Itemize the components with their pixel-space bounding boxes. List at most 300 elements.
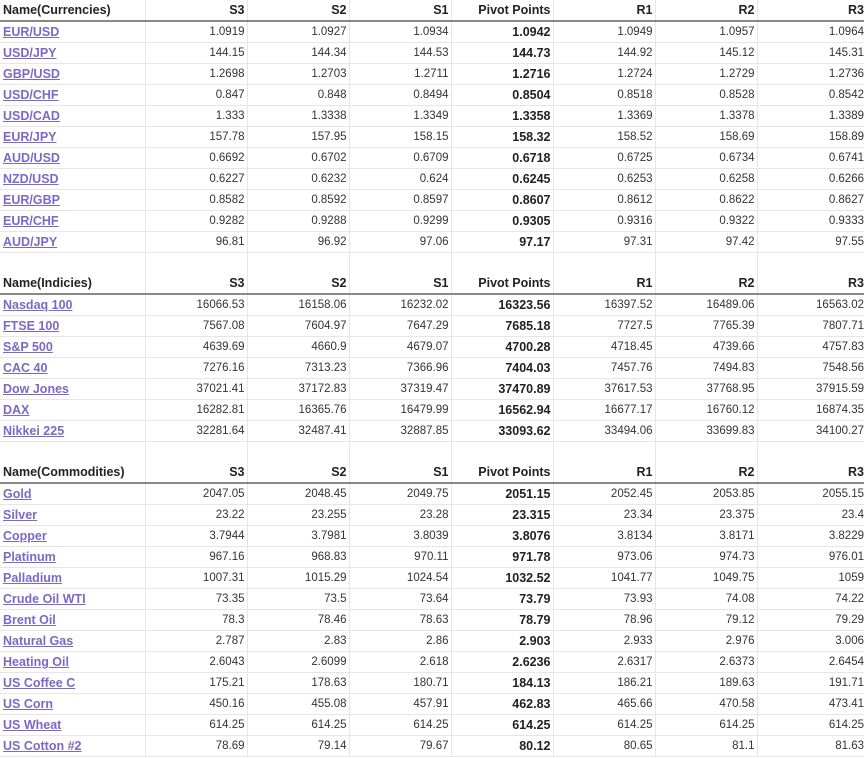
level-value: 1.3389: [757, 106, 864, 127]
level-value: 73.64: [349, 589, 451, 610]
level-value: 74.08: [655, 589, 757, 610]
level-value: 1.3378: [655, 106, 757, 127]
level-value: 78.69: [145, 736, 247, 757]
pivot-point-value: 1.2716: [451, 64, 553, 85]
level-value: 7727.5: [553, 316, 655, 337]
instrument-name-cell: [0, 21, 145, 43]
level-value: 78.63: [349, 610, 451, 631]
instrument-row: [0, 715, 864, 736]
level-value: 0.6232: [247, 169, 349, 190]
level-value: 32281.64: [145, 421, 247, 442]
level-value: 0.9282: [145, 211, 247, 232]
instrument-row: [0, 21, 864, 43]
level-value: 7604.97: [247, 316, 349, 337]
pivot-point-value: 614.25: [451, 715, 553, 736]
instrument-link[interactable]: US Corn: [3, 697, 53, 711]
instrument-name-cell: [0, 652, 145, 673]
pivot-point-value: 23.315: [451, 505, 553, 526]
level-value: 0.6266: [757, 169, 864, 190]
instrument-link[interactable]: FTSE 100: [3, 319, 60, 333]
instrument-name-cell: [0, 190, 145, 211]
level-value: 0.6227: [145, 169, 247, 190]
instrument-name-cell: [0, 85, 145, 106]
spacer-cell: [349, 253, 451, 274]
level-value: 1.0919: [145, 21, 247, 43]
level-value: 1.2736: [757, 64, 864, 85]
level-value: 158.52: [553, 127, 655, 148]
pivot-point-value: 7685.18: [451, 316, 553, 337]
level-value: 23.4: [757, 505, 864, 526]
pivot-point-value: 7404.03: [451, 358, 553, 379]
level-value: 0.8622: [655, 190, 757, 211]
pivot-point-value: 33093.62: [451, 421, 553, 442]
level-value: 16158.06: [247, 294, 349, 316]
instrument-name-cell: [0, 64, 145, 85]
level-value: 0.6253: [553, 169, 655, 190]
level-value: 37768.95: [655, 379, 757, 400]
instrument-name-cell: [0, 505, 145, 526]
level-value: 4739.66: [655, 337, 757, 358]
pivot-point-value: 73.79: [451, 589, 553, 610]
instrument-name-cell: [0, 232, 145, 253]
column-header: R1: [553, 462, 655, 483]
level-value: 73.5: [247, 589, 349, 610]
level-value: 96.81: [145, 232, 247, 253]
level-value: 81.1: [655, 736, 757, 757]
level-value: 96.92: [247, 232, 349, 253]
spacer-cell: [247, 442, 349, 463]
instrument-row: [0, 379, 864, 400]
instrument-link[interactable]: EUR/GBP: [3, 193, 60, 207]
level-value: 0.847: [145, 85, 247, 106]
level-value: 470.58: [655, 694, 757, 715]
instrument-link[interactable]: Nikkei 225: [3, 424, 65, 438]
level-value: 79.14: [247, 736, 349, 757]
level-value: 0.8592: [247, 190, 349, 211]
level-value: 0.6258: [655, 169, 757, 190]
instrument-link[interactable]: Palladium: [3, 571, 63, 585]
level-value: 614.25: [757, 715, 864, 736]
level-value: 23.375: [655, 505, 757, 526]
level-value: 1.2711: [349, 64, 451, 85]
instrument-row: [0, 64, 864, 85]
column-header: R2: [655, 462, 757, 483]
level-value: 0.9316: [553, 211, 655, 232]
level-value: 614.25: [349, 715, 451, 736]
instrument-link[interactable]: US Coffee C: [3, 676, 76, 690]
spacer-cell: [145, 253, 247, 274]
level-value: 33699.83: [655, 421, 757, 442]
level-value: 7567.08: [145, 316, 247, 337]
level-value: 450.16: [145, 694, 247, 715]
level-value: 4639.69: [145, 337, 247, 358]
instrument-name-cell: [0, 736, 145, 757]
level-value: 0.6709: [349, 148, 451, 169]
level-value: 2.6099: [247, 652, 349, 673]
level-value: 79.67: [349, 736, 451, 757]
column-header: S1: [349, 462, 451, 483]
level-value: 973.06: [553, 547, 655, 568]
level-value: 16066.53: [145, 294, 247, 316]
level-value: 144.34: [247, 43, 349, 64]
instrument-link[interactable]: Natural Gas: [3, 634, 74, 648]
pivot-point-value: 144.73: [451, 43, 553, 64]
instrument-link[interactable]: CAC 40: [3, 361, 48, 375]
instrument-name-cell: [0, 43, 145, 64]
level-value: 1041.77: [553, 568, 655, 589]
pivot-point-value: 1032.52: [451, 568, 553, 589]
instrument-row: [0, 106, 864, 127]
instrument-link[interactable]: AUD/USD: [3, 151, 60, 165]
level-value: 3.8229: [757, 526, 864, 547]
spacer-cell: [655, 253, 757, 274]
level-value: 16489.06: [655, 294, 757, 316]
level-value: 73.93: [553, 589, 655, 610]
level-value: 0.6692: [145, 148, 247, 169]
level-value: 1015.29: [247, 568, 349, 589]
column-header: R1: [553, 273, 655, 294]
instrument-name-cell: [0, 673, 145, 694]
level-value: 16232.02: [349, 294, 451, 316]
level-value: 614.25: [247, 715, 349, 736]
instrument-row: [0, 337, 864, 358]
instrument-link[interactable]: EUR/USD: [3, 25, 60, 39]
level-value: 0.9333: [757, 211, 864, 232]
column-header: S3: [145, 462, 247, 483]
instrument-link[interactable]: Nasdaq 100: [3, 298, 73, 312]
level-value: 2055.15: [757, 483, 864, 505]
level-value: 23.255: [247, 505, 349, 526]
level-value: 2052.45: [553, 483, 655, 505]
level-value: 16397.52: [553, 294, 655, 316]
instrument-row: [0, 631, 864, 652]
column-header: S2: [247, 462, 349, 483]
instrument-link[interactable]: Silver: [3, 508, 38, 522]
level-value: 0.8597: [349, 190, 451, 211]
level-value: 1049.75: [655, 568, 757, 589]
pivot-point-value: 97.17: [451, 232, 553, 253]
spacer-cell: [145, 442, 247, 463]
instrument-name-cell: [0, 294, 145, 316]
spacer-cell: [0, 253, 145, 274]
section-title: Name(Indicies): [0, 273, 145, 294]
level-value: 2048.45: [247, 483, 349, 505]
level-value: 97.06: [349, 232, 451, 253]
pivot-point-value: 184.13: [451, 673, 553, 694]
instrument-name-cell: [0, 631, 145, 652]
instrument-name-cell: [0, 316, 145, 337]
level-value: 1.2698: [145, 64, 247, 85]
instrument-row: [0, 85, 864, 106]
instrument-row: [0, 694, 864, 715]
instrument-link[interactable]: USD/CHF: [3, 88, 59, 102]
instrument-link[interactable]: AUD/JPY: [3, 235, 58, 249]
instrument-row: [0, 169, 864, 190]
level-value: 1.0964: [757, 21, 864, 43]
level-value: 1.0949: [553, 21, 655, 43]
pivot-point-value: 1.3358: [451, 106, 553, 127]
pivot-point-value: 0.6718: [451, 148, 553, 169]
level-value: 473.41: [757, 694, 864, 715]
column-header: S1: [349, 273, 451, 294]
level-value: 0.8542: [757, 85, 864, 106]
instrument-name-cell: [0, 610, 145, 631]
level-value: 37172.83: [247, 379, 349, 400]
level-value: 186.21: [553, 673, 655, 694]
column-header: S3: [145, 273, 247, 294]
level-value: 1007.31: [145, 568, 247, 589]
level-value: 7765.39: [655, 316, 757, 337]
instrument-link[interactable]: Crude Oil WTI: [3, 592, 86, 606]
column-header: S1: [349, 0, 451, 21]
level-value: 0.8528: [655, 85, 757, 106]
level-value: 0.6725: [553, 148, 655, 169]
spacer-cell: [757, 253, 864, 274]
level-value: 7313.23: [247, 358, 349, 379]
level-value: 157.95: [247, 127, 349, 148]
instrument-row: [0, 652, 864, 673]
level-value: 2.86: [349, 631, 451, 652]
instrument-row: [0, 568, 864, 589]
pivot-point-value: 16562.94: [451, 400, 553, 421]
spacer-cell: [757, 442, 864, 463]
instrument-name-cell: [0, 337, 145, 358]
level-value: 37319.47: [349, 379, 451, 400]
instrument-row: [0, 43, 864, 64]
level-value: 7276.16: [145, 358, 247, 379]
level-value: 144.15: [145, 43, 247, 64]
instrument-row: [0, 232, 864, 253]
level-value: 614.25: [145, 715, 247, 736]
level-value: 455.08: [247, 694, 349, 715]
level-value: 32887.85: [349, 421, 451, 442]
level-value: 3.006: [757, 631, 864, 652]
level-value: 78.3: [145, 610, 247, 631]
instrument-row: [0, 610, 864, 631]
level-value: 1.3349: [349, 106, 451, 127]
level-value: 7457.76: [553, 358, 655, 379]
instrument-row: [0, 505, 864, 526]
column-header: R2: [655, 273, 757, 294]
level-value: 1024.54: [349, 568, 451, 589]
level-value: 7647.29: [349, 316, 451, 337]
level-value: 16677.17: [553, 400, 655, 421]
pivot-point-value: 78.79: [451, 610, 553, 631]
level-value: 73.35: [145, 589, 247, 610]
instrument-row: [0, 190, 864, 211]
column-header: Pivot Points: [451, 462, 553, 483]
level-value: 189.63: [655, 673, 757, 694]
level-value: 33494.06: [553, 421, 655, 442]
level-value: 1059: [757, 568, 864, 589]
level-value: 0.8627: [757, 190, 864, 211]
instrument-name-cell: [0, 400, 145, 421]
pivot-point-value: 80.12: [451, 736, 553, 757]
pivot-point-value: 1.0942: [451, 21, 553, 43]
instrument-row: [0, 736, 864, 757]
instrument-row: [0, 421, 864, 442]
spacer-cell: [553, 442, 655, 463]
level-value: 1.0957: [655, 21, 757, 43]
spacer-cell: [247, 253, 349, 274]
instrument-link[interactable]: Dow Jones: [3, 382, 69, 396]
spacer-cell: [553, 253, 655, 274]
instrument-link[interactable]: US Cotton #2: [3, 739, 82, 753]
column-header: R1: [553, 0, 655, 21]
column-header: R3: [757, 0, 864, 21]
instrument-name-cell: [0, 379, 145, 400]
column-header: R3: [757, 273, 864, 294]
level-value: 16760.12: [655, 400, 757, 421]
instrument-link[interactable]: EUR/JPY: [3, 130, 57, 144]
level-value: 175.21: [145, 673, 247, 694]
instrument-link[interactable]: Heating Oil: [3, 655, 69, 669]
level-value: 465.66: [553, 694, 655, 715]
spacer-cell: [0, 442, 145, 463]
column-header: S3: [145, 0, 247, 21]
level-value: 0.6741: [757, 148, 864, 169]
pivot-point-value: 4700.28: [451, 337, 553, 358]
level-value: 16874.35: [757, 400, 864, 421]
instrument-name-cell: [0, 715, 145, 736]
level-value: 1.333: [145, 106, 247, 127]
instrument-link[interactable]: S&P 500: [3, 340, 53, 354]
pivot-point-value: 0.6245: [451, 169, 553, 190]
level-value: 37021.41: [145, 379, 247, 400]
level-value: 23.34: [553, 505, 655, 526]
instrument-link[interactable]: DAX: [3, 403, 30, 417]
level-value: 976.01: [757, 547, 864, 568]
level-value: 16563.02: [757, 294, 864, 316]
level-value: 0.848: [247, 85, 349, 106]
level-value: 1.2729: [655, 64, 757, 85]
level-value: 4757.83: [757, 337, 864, 358]
level-value: 0.8612: [553, 190, 655, 211]
column-header: S2: [247, 273, 349, 294]
instrument-name-cell: [0, 169, 145, 190]
instrument-link[interactable]: EUR/CHF: [3, 214, 59, 228]
level-value: 145.12: [655, 43, 757, 64]
spacer-cell: [655, 442, 757, 463]
pivot-point-value: 2051.15: [451, 483, 553, 505]
level-value: 2047.05: [145, 483, 247, 505]
section-title: Name(Commodities): [0, 462, 145, 483]
instrument-link[interactable]: GBP/USD: [3, 67, 60, 81]
column-header: S2: [247, 0, 349, 21]
instrument-link[interactable]: Gold: [3, 487, 32, 501]
level-value: 968.83: [247, 547, 349, 568]
instrument-name-cell: [0, 106, 145, 127]
instrument-row: [0, 294, 864, 316]
level-value: 2049.75: [349, 483, 451, 505]
pivot-point-value: 16323.56: [451, 294, 553, 316]
level-value: 970.11: [349, 547, 451, 568]
instrument-row: [0, 483, 864, 505]
level-value: 79.29: [757, 610, 864, 631]
pivot-point-value: 462.83: [451, 694, 553, 715]
level-value: 0.9288: [247, 211, 349, 232]
column-header: R3: [757, 462, 864, 483]
level-value: 7366.96: [349, 358, 451, 379]
level-value: 614.25: [553, 715, 655, 736]
level-value: 974.73: [655, 547, 757, 568]
level-value: 0.9299: [349, 211, 451, 232]
level-value: 16365.76: [247, 400, 349, 421]
spacer-cell: [349, 442, 451, 463]
instrument-name-cell: [0, 127, 145, 148]
level-value: 145.31: [757, 43, 864, 64]
instrument-row: [0, 589, 864, 610]
section-header-row: [0, 0, 864, 21]
instrument-link[interactable]: USD/CAD: [3, 109, 60, 123]
level-value: 32487.41: [247, 421, 349, 442]
level-value: 2.83: [247, 631, 349, 652]
instrument-link[interactable]: US Wheat: [3, 718, 62, 732]
level-value: 3.7944: [145, 526, 247, 547]
level-value: 79.12: [655, 610, 757, 631]
instrument-link[interactable]: NZD/USD: [3, 172, 59, 186]
pivot-point-value: 971.78: [451, 547, 553, 568]
instrument-name-cell: [0, 148, 145, 169]
instrument-link[interactable]: Brent Oil: [3, 613, 56, 627]
level-value: 23.22: [145, 505, 247, 526]
level-value: 37617.53: [553, 379, 655, 400]
level-value: 0.6734: [655, 148, 757, 169]
instrument-name-cell: [0, 421, 145, 442]
instrument-name-cell: [0, 568, 145, 589]
level-value: 3.8134: [553, 526, 655, 547]
level-value: 0.8518: [553, 85, 655, 106]
instrument-name-cell: [0, 526, 145, 547]
level-value: 3.8171: [655, 526, 757, 547]
level-value: 1.0934: [349, 21, 451, 43]
pivot-point-value: 3.8076: [451, 526, 553, 547]
level-value: 1.2703: [247, 64, 349, 85]
pivot-point-value: 0.8607: [451, 190, 553, 211]
pivot-point-value: 2.6236: [451, 652, 553, 673]
instrument-row: [0, 127, 864, 148]
column-header: R2: [655, 0, 757, 21]
level-value: 4679.07: [349, 337, 451, 358]
level-value: 7494.83: [655, 358, 757, 379]
pivot-point-value: 37470.89: [451, 379, 553, 400]
instrument-row: [0, 547, 864, 568]
instrument-row: [0, 358, 864, 379]
level-value: 74.22: [757, 589, 864, 610]
level-value: 16479.99: [349, 400, 451, 421]
instrument-link[interactable]: Platinum: [3, 550, 56, 564]
level-value: 2053.85: [655, 483, 757, 505]
level-value: 1.0927: [247, 21, 349, 43]
level-value: 3.7981: [247, 526, 349, 547]
instrument-link[interactable]: USD/JPY: [3, 46, 57, 60]
level-value: 2.6317: [553, 652, 655, 673]
level-value: 2.618: [349, 652, 451, 673]
level-value: 178.63: [247, 673, 349, 694]
level-value: 2.933: [553, 631, 655, 652]
level-value: 0.8494: [349, 85, 451, 106]
level-value: 23.28: [349, 505, 451, 526]
column-header: Pivot Points: [451, 273, 553, 294]
instrument-link[interactable]: Copper: [3, 529, 47, 543]
level-value: 0.9322: [655, 211, 757, 232]
level-value: 1.3369: [553, 106, 655, 127]
section-title: Name(Currencies): [0, 0, 145, 21]
section-spacer: [0, 253, 864, 274]
level-value: 1.3338: [247, 106, 349, 127]
level-value: 2.6454: [757, 652, 864, 673]
level-value: 97.42: [655, 232, 757, 253]
